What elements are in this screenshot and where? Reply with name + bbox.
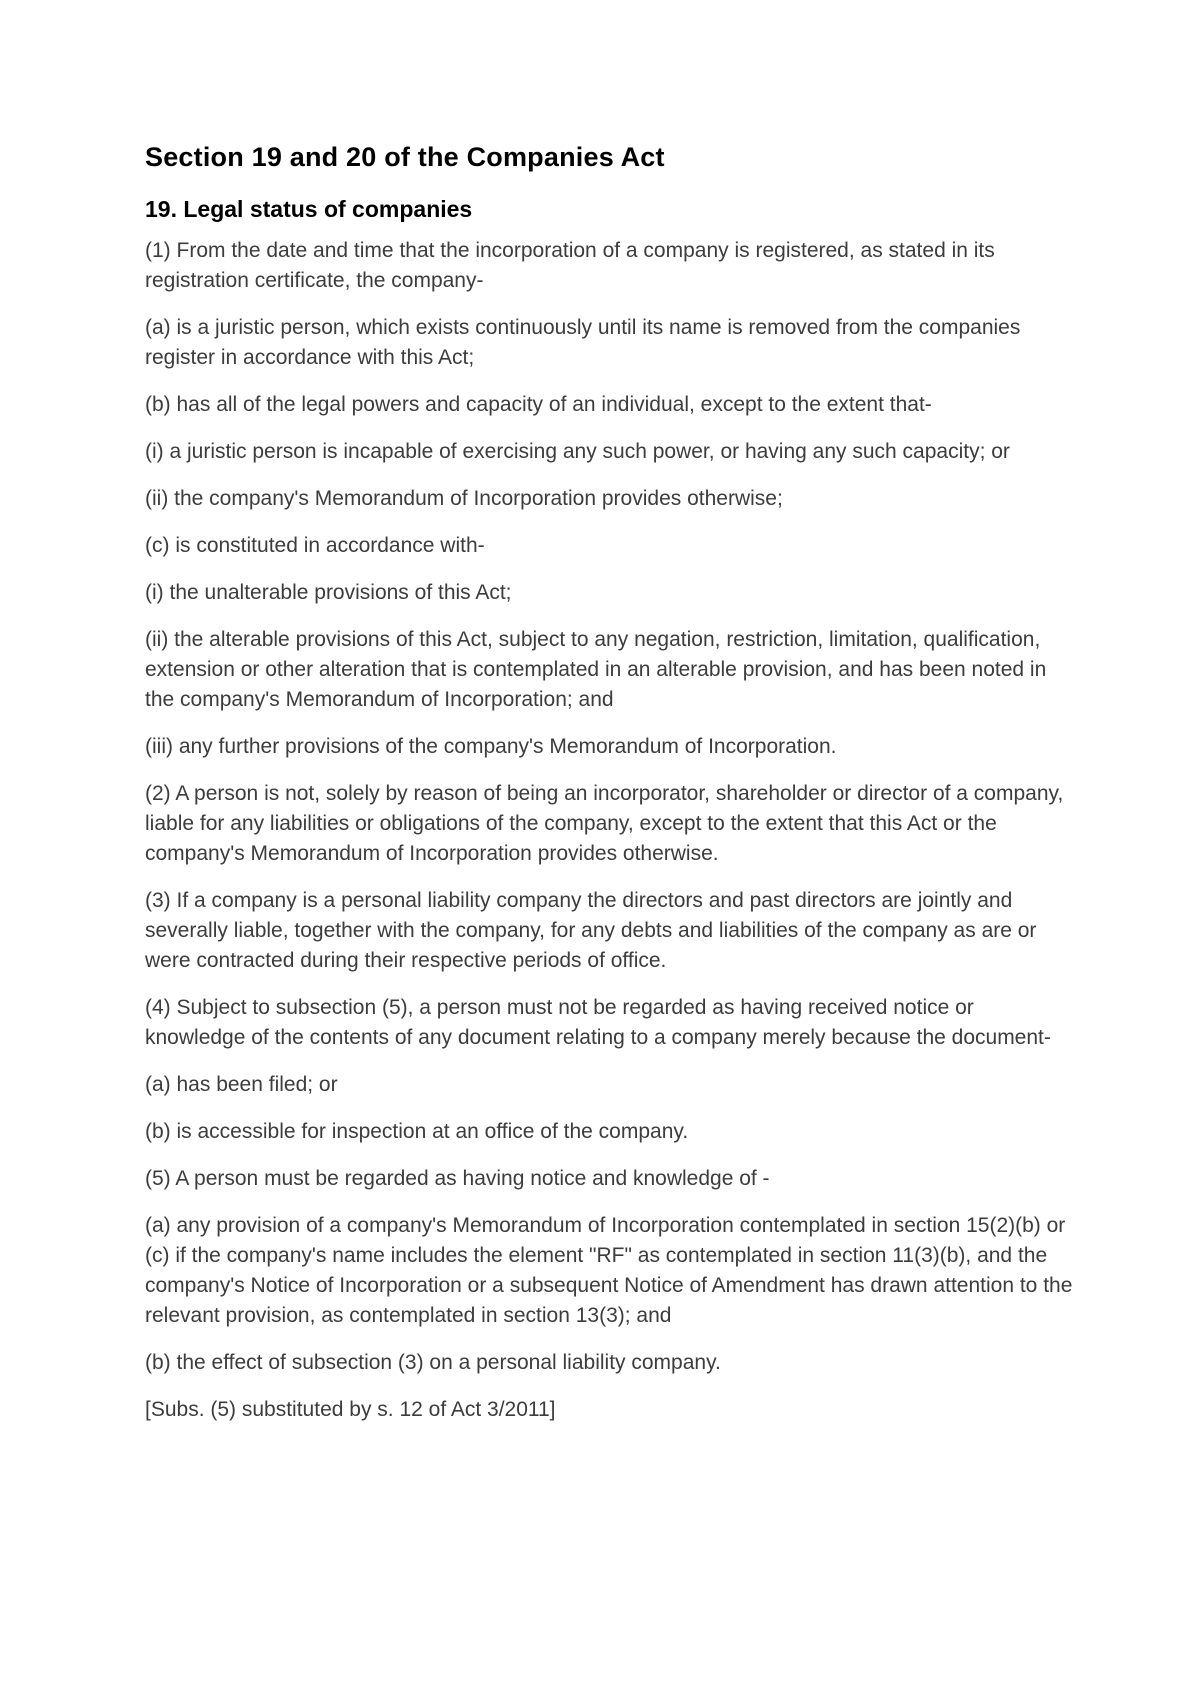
paragraph-1c: (c) is constituted in accordance with- (145, 534, 485, 557)
paragraph-1c-iii: (iii) any further provisions of the company's Memorandum of Incorporation. (145, 735, 837, 758)
paragraph-1c-i: (i) the unalterable provisions of this Act; (145, 581, 512, 604)
section-heading: 19. Legal status of companies (145, 196, 473, 222)
page-title: Section 19 and 20 of the Companies Act (145, 142, 665, 172)
paragraph-2: (2) A person is not, solely by reason of being an incorporator, shareholder or director of a company, liable for any liabilities or obligations of the company, except to the extent that this Act or the company's Memorandum of Incorporation provides otherwise. (145, 782, 1064, 865)
paragraph-1c-ii: (ii) the alterable provisions of this Act, subject to any negation, restriction, limitation, qualification, extension or other alteration that is contemplated in an alterable provision, and has been noted in the company's Memorandum of Incorporation; and (145, 628, 1047, 711)
paragraph-1b-i: (i) a juristic person is incapable of exercising any such power, or having any such capacity; or (145, 440, 1010, 463)
document-content (145, 142, 1073, 1425)
amendment-note: [Subs. (5) substituted by s. 12 of Act 3/2011] (145, 1398, 556, 1421)
paragraph-5b: (b) the effect of subsection (3) on a personal liability company. (145, 1351, 721, 1374)
paragraph-1a: (a) is a juristic person, which exists continuously until its name is removed from the companies register in accordance with this Act; (145, 316, 1021, 369)
paragraph-1b: (b) has all of the legal powers and capacity of an individual, except to the extent that- (145, 393, 932, 416)
paragraph-4a: (a) has been filed; or (145, 1073, 338, 1096)
paragraph-4b: (b) is accessible for inspection at an office of the company. (145, 1120, 689, 1143)
paragraph-1b-ii: (ii) the company's Memorandum of Incorporation provides otherwise; (145, 487, 783, 510)
paragraph-4: (4) Subject to subsection (5), a person must not be regarded as having received notice or knowledge of the contents of any document relating to a company merely because the document- (145, 996, 1051, 1049)
paragraph-5: (5) A person must be regarded as having notice and knowledge of - (145, 1167, 770, 1190)
paragraph-5a: (a) any provision of a company's Memorandum of Incorporation contemplated in section 15(2)(b) or (c) if the company's name includes the element "RF" as contemplated in section 11(3)(b), and the company's Notice of Incorporation or a subsequent Notice of Amendment has drawn attention to the relevant provision, as contemplated in section 13(3); and (145, 1214, 1073, 1327)
paragraph-3: (3) If a company is a personal liability company the directors and past directors are jointly and severally liable, together with the company, for any debts and liabilities of the company as are or were contracted during their respective periods of office. (145, 889, 1037, 972)
paragraph-1: (1) From the date and time that the incorporation of a company is registered, as stated in its registration certificate, the company- (145, 239, 995, 292)
